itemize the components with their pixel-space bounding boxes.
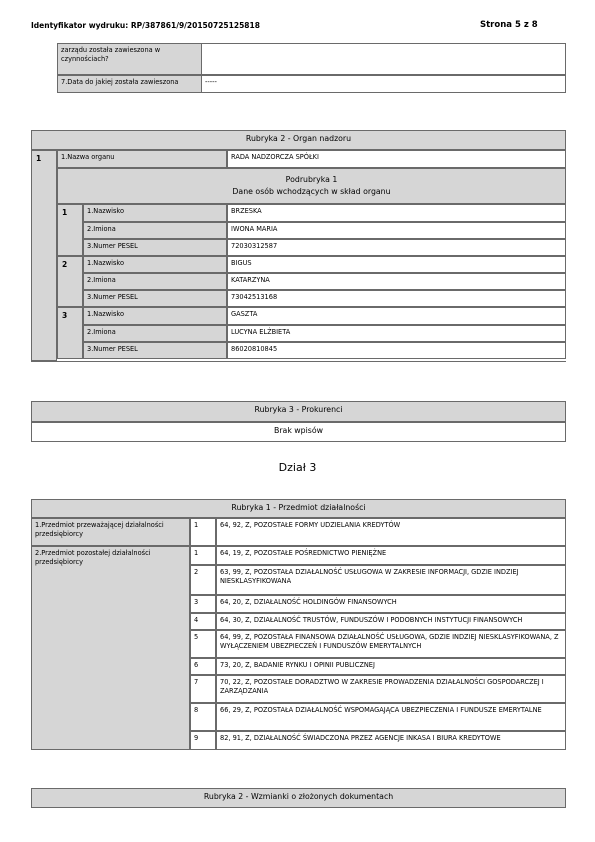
person-surname-value: BRZESKA — [227, 204, 566, 222]
prokurenci-content: Brak wpisów — [31, 422, 566, 442]
person-names-label: 2.Imiona — [83, 273, 227, 290]
activity-number: 4 — [190, 613, 216, 630]
print-identifier: Identyfikator wydruku: RP/387861/9/20150725125818 — [31, 21, 260, 30]
activity-number: 1 — [190, 518, 216, 546]
page-number: Strona 5 z 8 — [480, 20, 538, 30]
activity-number: 1 — [190, 546, 216, 565]
other-activity-label: 2.Przedmiot pozostałej działalności przedsiębiorcy — [31, 546, 190, 750]
rubryka-przedmiot-title: Rubryka 1 - Przedmiot działalności — [31, 499, 566, 518]
rubryka-organ-nadzoru-title: Rubryka 2 - Organ nadzoru — [31, 130, 566, 150]
activity-number: 8 — [190, 703, 216, 731]
activity-number: 5 — [190, 630, 216, 658]
person-surname-label: 1.Nazwisko — [83, 307, 227, 325]
table-bottom-rule — [31, 359, 566, 362]
activity-text: 64, 99, Z, POZOSTAŁA FINANSOWA DZIAŁALNOŚĆ USŁUGOWA, GDZIE INDZIEJ NIESKLASYFIKOWANA, Z WYŁĄCZENIEM UBEZPIECZEŃ I FUNDUSZÓW EMERYTALNYCH — [216, 630, 566, 658]
person-number: 2 — [57, 256, 83, 307]
person-pesel-value: 86020810845 — [227, 342, 566, 359]
person-pesel-label: 3.Numer PESEL — [83, 239, 227, 256]
organ-index: 1 — [31, 150, 57, 361]
person-surname-value: BIGUS — [227, 256, 566, 273]
person-pesel-value: 73042513168 — [227, 290, 566, 307]
person-names-value: IWONA MARIA — [227, 222, 566, 239]
person-names-label: 2.Imiona — [83, 325, 227, 342]
person-surname-label: 1.Nazwisko — [83, 256, 227, 273]
activity-number: 9 — [190, 731, 216, 750]
activity-text: 64, 92, Z, POZOSTAŁE FORMY UDZIELANIA KREDYTÓW — [216, 518, 566, 546]
activity-text: 82, 91, Z, DZIAŁALNOŚĆ ŚWIADCZONA PRZEZ AGENCJE INKASA I BIURA KREDYTOWE — [216, 731, 566, 750]
person-names-value: KATARZYNA — [227, 273, 566, 290]
organ-name-label: 1.Nazwa organu — [57, 150, 227, 168]
person-pesel-label: 3.Numer PESEL — [83, 342, 227, 359]
suspension-question-label: zarządu została zawieszona w czynnościach? — [57, 43, 202, 75]
person-surname-value: GASZTA — [227, 307, 566, 325]
person-names-value: LUCYNA ELŻBIETA — [227, 325, 566, 342]
activity-text: 70, 22, Z, POZOSTAŁE DORADZTWO W ZAKRESIE PROWADZENIA DZIAŁALNOŚCI GOSPODARCZEJ I ZARZĄDZANIA — [216, 675, 566, 703]
suspension-date-value: ----- — [201, 75, 566, 93]
activity-number: 2 — [190, 565, 216, 595]
activity-text: 73, 20, Z, BADANIE RYNKU I OPINII PUBLICZNEJ — [216, 658, 566, 675]
activity-text: 66, 29, Z, POZOSTAŁA DZIAŁALNOŚĆ WSPOMAGAJĄCA UBEZPIECZENIA I FUNDUSZE EMERYTALNE — [216, 703, 566, 731]
person-pesel-value: 72030312587 — [227, 239, 566, 256]
person-number: 3 — [57, 307, 83, 359]
main-activity-label: 1.Przedmiot przeważającej działalności przedsiębiorcy — [31, 518, 190, 546]
rubryka-prokurenci-title: Rubryka 3 - Prokurenci — [31, 401, 566, 422]
person-pesel-label: 3.Numer PESEL — [83, 290, 227, 307]
person-names-label: 2.Imiona — [83, 222, 227, 239]
podrubryka-number: Podrubryka 1 — [285, 175, 338, 184]
activity-number: 6 — [190, 658, 216, 675]
person-number: 1 — [57, 204, 83, 256]
organ-name-value: RADA NADZORCZA SPÓŁKI — [227, 150, 566, 168]
person-surname-label: 1.Nazwisko — [83, 204, 227, 222]
podrubryka-title — [57, 168, 566, 204]
activity-text: 64, 19, Z, POZOSTAŁE POŚREDNICTWO PIENIĘŻNE — [216, 546, 566, 565]
activity-text: 63, 99, Z, POZOSTAŁA DZIAŁALNOŚĆ USŁUGOWA W ZAKRESIE INFORMACJI, GDZIE INDZIEJ NIESKLASYFIKOWANA — [216, 565, 566, 595]
suspension-question-value — [201, 43, 566, 75]
activity-text: 64, 30, Z, DZIAŁALNOŚĆ TRUSTÓW, FUNDUSZÓW I PODOBNYCH INSTYTUCJI FINANSOWYCH — [216, 613, 566, 630]
activity-number: 7 — [190, 675, 216, 703]
suspension-date-label: 7.Data do jakiej została zawieszona — [57, 75, 202, 93]
activity-text: 64, 20, Z, DZIAŁALNOŚĆ HOLDINGÓW FINANSOWYCH — [216, 595, 566, 613]
activity-number: 3 — [190, 595, 216, 613]
rubryka-wzmianki-title: Rubryka 2 - Wzmianki o złożonych dokumentach — [31, 788, 566, 808]
podrubryka-description: Dane osób wchodzących w skład organu — [232, 187, 391, 196]
section-title: Dział 3 — [278, 461, 317, 474]
